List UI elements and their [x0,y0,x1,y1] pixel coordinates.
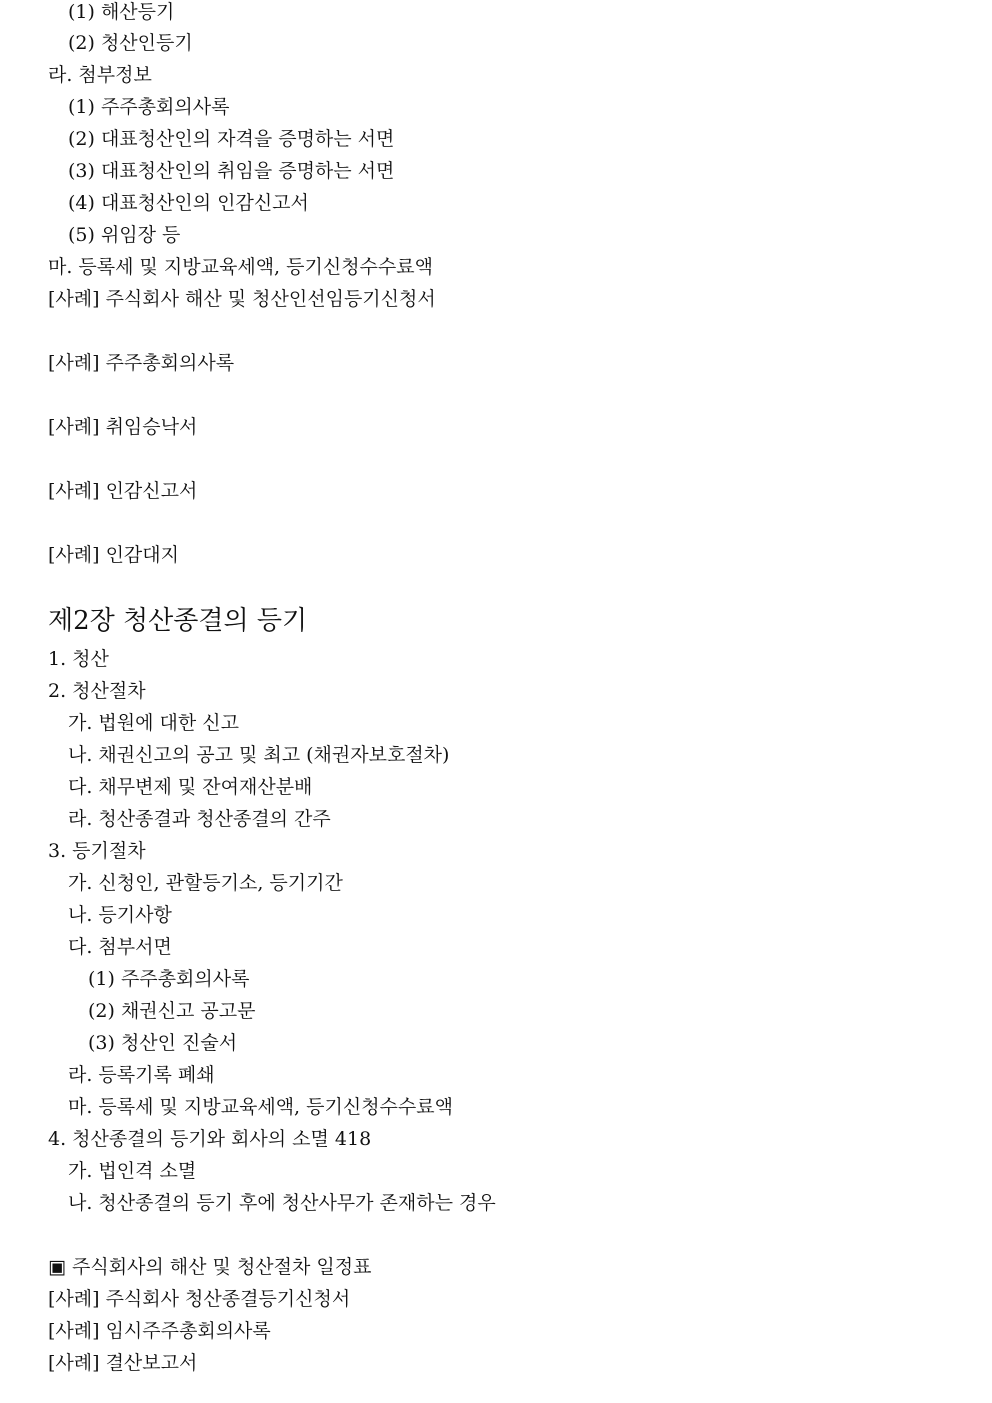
toc-line: 마. 등록세 및 지방교육세액, 등기신청수수료액 [48,256,433,278]
toc-line: 4. 청산종결의 등기와 회사의 소멸 418 [48,1128,372,1150]
example-line: [사례] 주식회사 청산종결등기신청서 [48,1288,351,1310]
toc-line: 나. 등기사항 [68,904,172,926]
toc-line: (2) 청산인등기 [68,32,193,54]
example-line: [사례] 주주총회의사록 [48,352,235,374]
example-line: [사례] 결산보고서 [48,1352,198,1374]
toc-line: (3) 청산인 진술서 [88,1032,238,1054]
example-line: [사례] 인감신고서 [48,480,198,502]
toc-line: 나. 청산종결의 등기 후에 청산사무가 존재하는 경우 [68,1192,496,1214]
toc-line: 3. 등기절차 [48,840,146,862]
toc-line: 다. 첨부서면 [68,936,172,958]
toc-line: 가. 법인격 소멸 [68,1160,197,1182]
example-line: [사례] 임시주주총회의사록 [48,1320,271,1342]
toc-line: (5) 위임장 등 [68,224,181,246]
toc-line: (1) 주주총회의사록 [68,96,230,118]
example-line: [사례] 취임승낙서 [48,416,198,438]
toc-line: 가. 법원에 대한 신고 [68,712,239,734]
schedule-table-line: ▣ 주식회사의 해산 및 청산절차 일정표 [48,1256,372,1278]
toc-line: 가. 신청인, 관할등기소, 등기기간 [68,872,343,894]
toc-line: 라. 청산종결과 청산종결의 간주 [68,808,331,830]
toc-line: 마. 등록세 및 지방교육세액, 등기신청수수료액 [68,1096,453,1118]
toc-line: 라. 첨부정보 [48,64,152,86]
example-line: [사례] 주식회사 해산 및 청산인선임등기신청서 [48,288,436,310]
toc-line: 나. 채권신고의 공고 및 최고 (채권자보호절차) [68,744,450,766]
toc-line: 다. 채무변제 및 잔여재산분배 [68,776,313,798]
toc-line: (3) 대표청산인의 취임을 증명하는 서면 [68,160,395,182]
toc-line: 라. 등록기록 폐쇄 [68,1064,215,1086]
toc-line: (1) 해산등기 [68,1,175,23]
toc-line: (2) 채권신고 공고문 [88,1000,256,1022]
toc-line: (1) 주주총회의사록 [88,968,250,990]
toc-line: (4) 대표청산인의 인감신고서 [68,192,309,214]
toc-line: 2. 청산절차 [48,680,146,702]
example-line: [사례] 인감대지 [48,544,179,566]
toc-line: 1. 청산 [48,648,109,670]
chapter-heading: 제2장 청산종결의 등기 [48,606,308,636]
toc-line: (2) 대표청산인의 자격을 증명하는 서면 [68,128,395,150]
